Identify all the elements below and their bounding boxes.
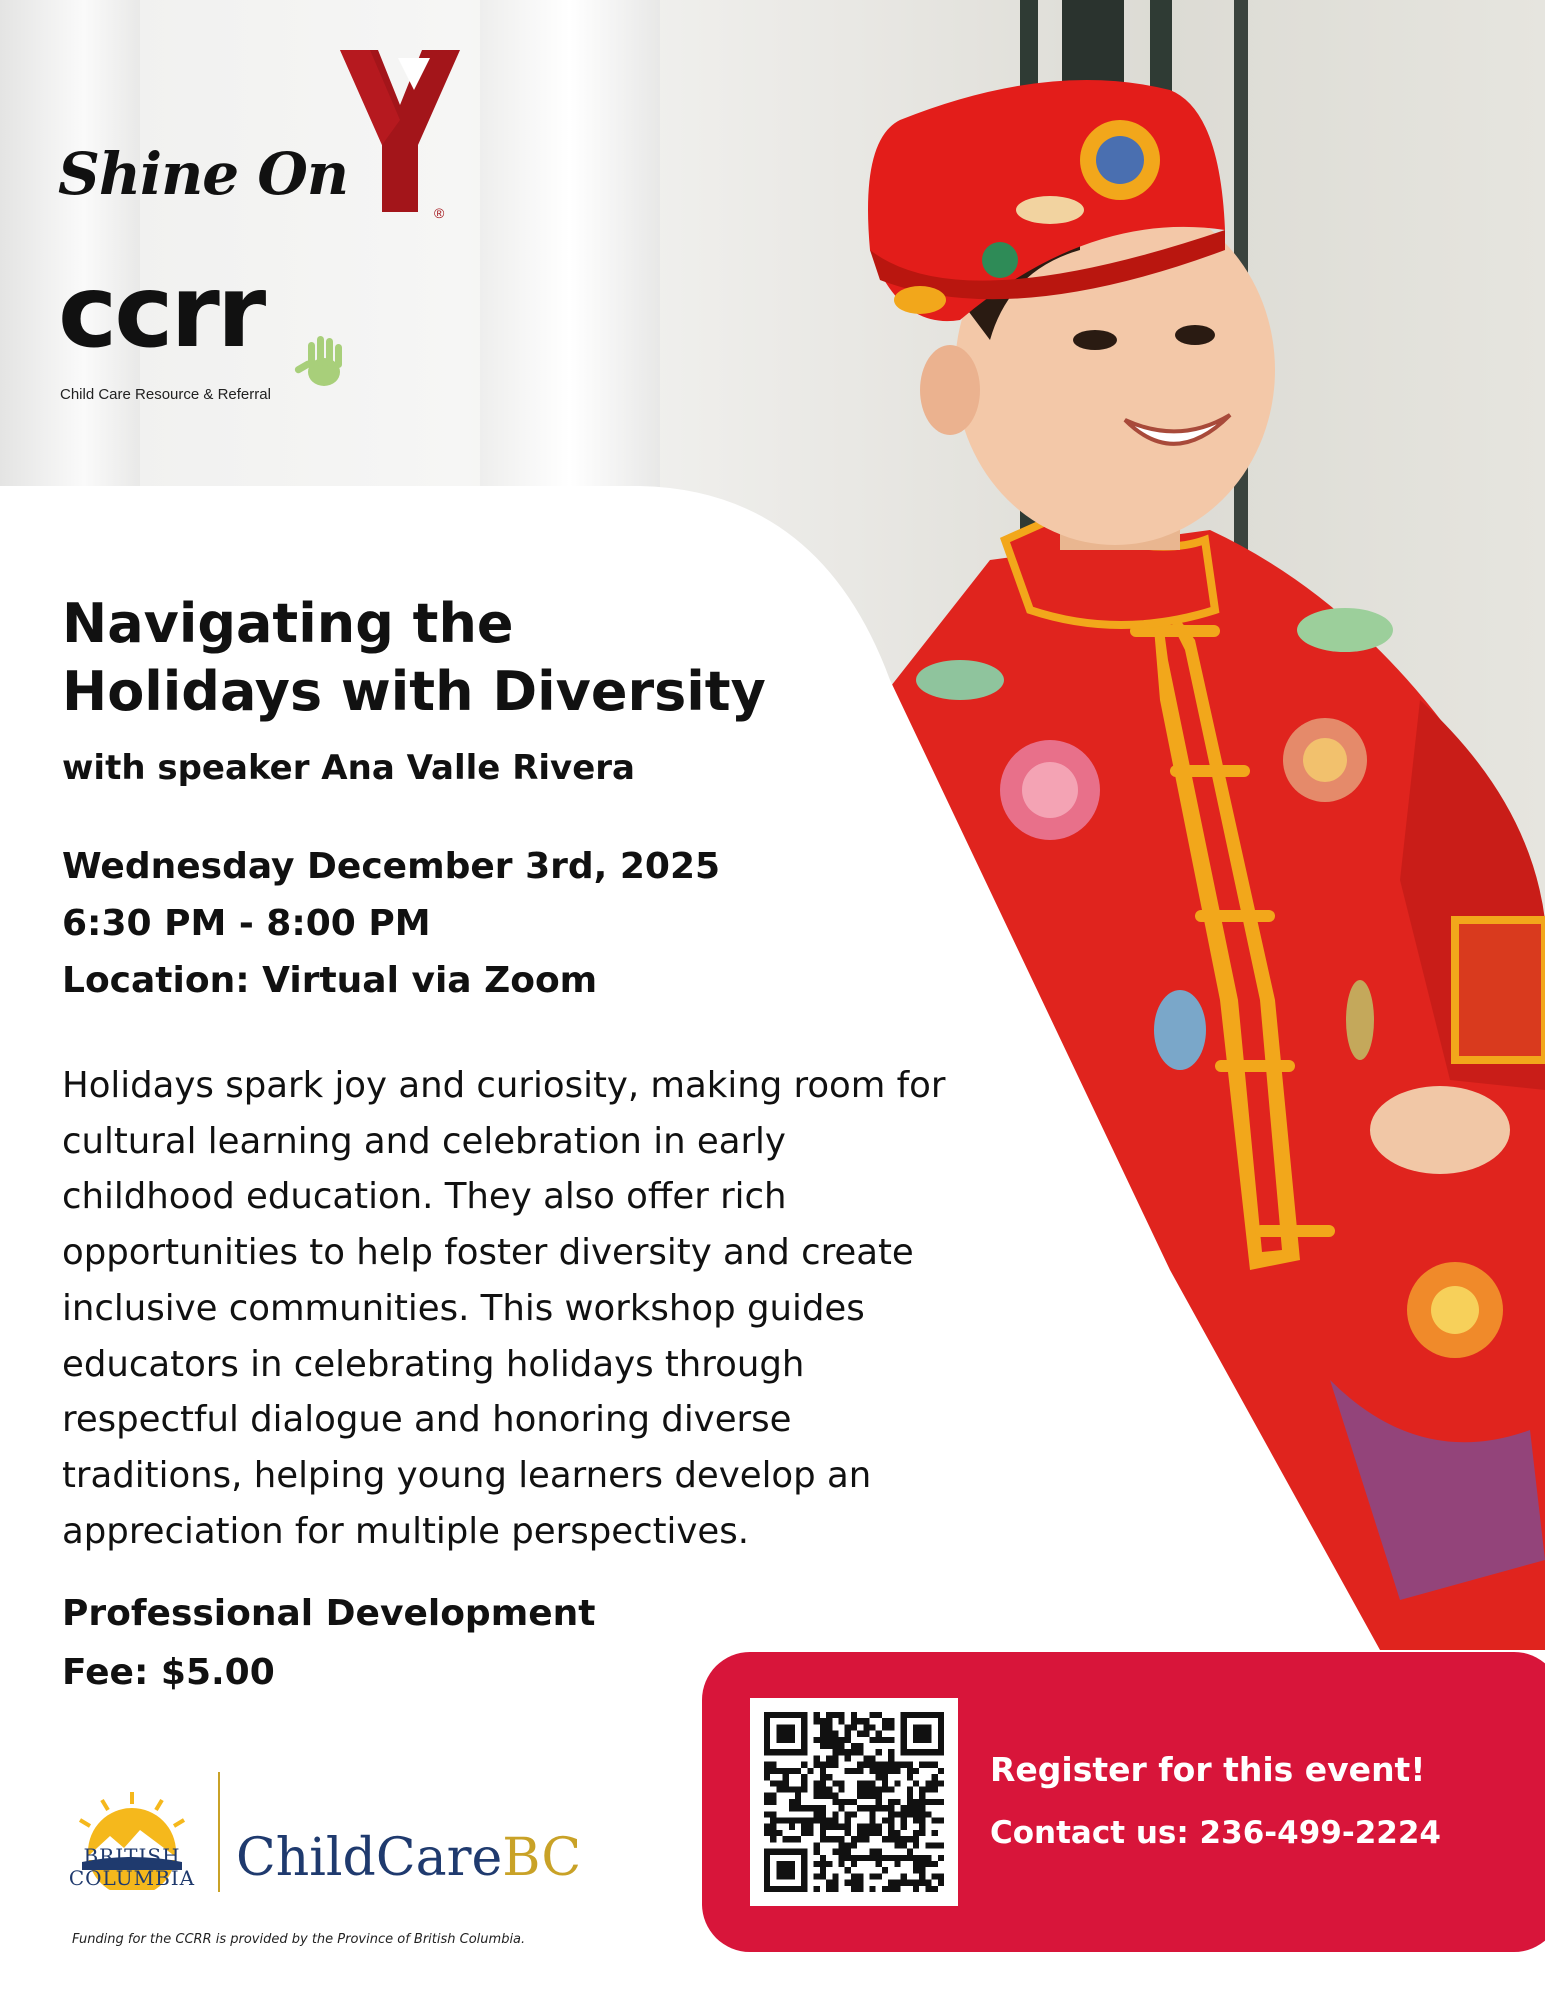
event-location: Location: Virtual via Zoom bbox=[62, 960, 598, 1001]
description-line: educators in celebrating holidays through bbox=[62, 1343, 805, 1385]
event-title-line: Navigating the bbox=[62, 592, 514, 655]
event-title bbox=[62, 590, 862, 726]
description-line: childhood education. They also offer rich bbox=[62, 1176, 787, 1218]
description-line: appreciation for multiple perspectives. bbox=[62, 1510, 750, 1552]
description-line: respectful dialogue and honoring diverse bbox=[62, 1399, 792, 1441]
event-time: 6:30 PM - 8:00 PM bbox=[62, 903, 431, 944]
event-description bbox=[62, 1058, 1082, 1559]
childcarebc-logo bbox=[236, 1828, 581, 1888]
event-category: Professional Development bbox=[62, 1593, 596, 1634]
event-fee: Fee: $5.00 bbox=[62, 1652, 275, 1693]
registration-qr-code[interactable] bbox=[750, 1698, 958, 1906]
register-call-to-action[interactable]: Register for this event! bbox=[990, 1750, 1426, 1789]
event-title-line: Holidays with Diversity bbox=[62, 660, 766, 723]
ccrr-full-name: Child Care Resource & Referral bbox=[60, 386, 271, 403]
childcarebc-logo-part: BC bbox=[502, 1828, 582, 1888]
description-line: opportunities to help foster diversity and create bbox=[62, 1232, 914, 1274]
bc-wordmark-line: BRITISH bbox=[83, 1844, 181, 1868]
qr-code-icon bbox=[764, 1712, 944, 1892]
handprint-icon bbox=[292, 330, 356, 394]
event-speaker: with speaker Ana Valle Rivera bbox=[62, 748, 635, 788]
ccrr-logo-text: ccrr bbox=[58, 253, 264, 370]
logo-divider bbox=[218, 1772, 220, 1892]
funding-note: Funding for the CCRR is provided by the Province of British Columbia. bbox=[72, 1932, 526, 1947]
registered-mark: ® bbox=[434, 205, 445, 220]
event-date: Wednesday December 3rd, 2025 bbox=[62, 846, 721, 887]
description-line: Holidays spark joy and curiosity, making room for bbox=[62, 1065, 946, 1106]
contact-phone[interactable]: Contact us: 236-499-2224 bbox=[990, 1815, 1441, 1851]
description-line: inclusive communities. This workshop guides bbox=[62, 1287, 865, 1329]
shine-on-logo-text: Shine On bbox=[58, 140, 349, 208]
childcarebc-logo-part: ChildCare bbox=[236, 1828, 503, 1888]
description-line: cultural learning and celebration in early bbox=[62, 1120, 786, 1162]
description-line: traditions, helping young learners develop an bbox=[62, 1454, 872, 1496]
bc-wordmark-line: COLUMBIA bbox=[68, 1866, 196, 1890]
ymca-logo-icon bbox=[340, 50, 460, 220]
british-columbia-wordmark bbox=[62, 1845, 202, 1889]
